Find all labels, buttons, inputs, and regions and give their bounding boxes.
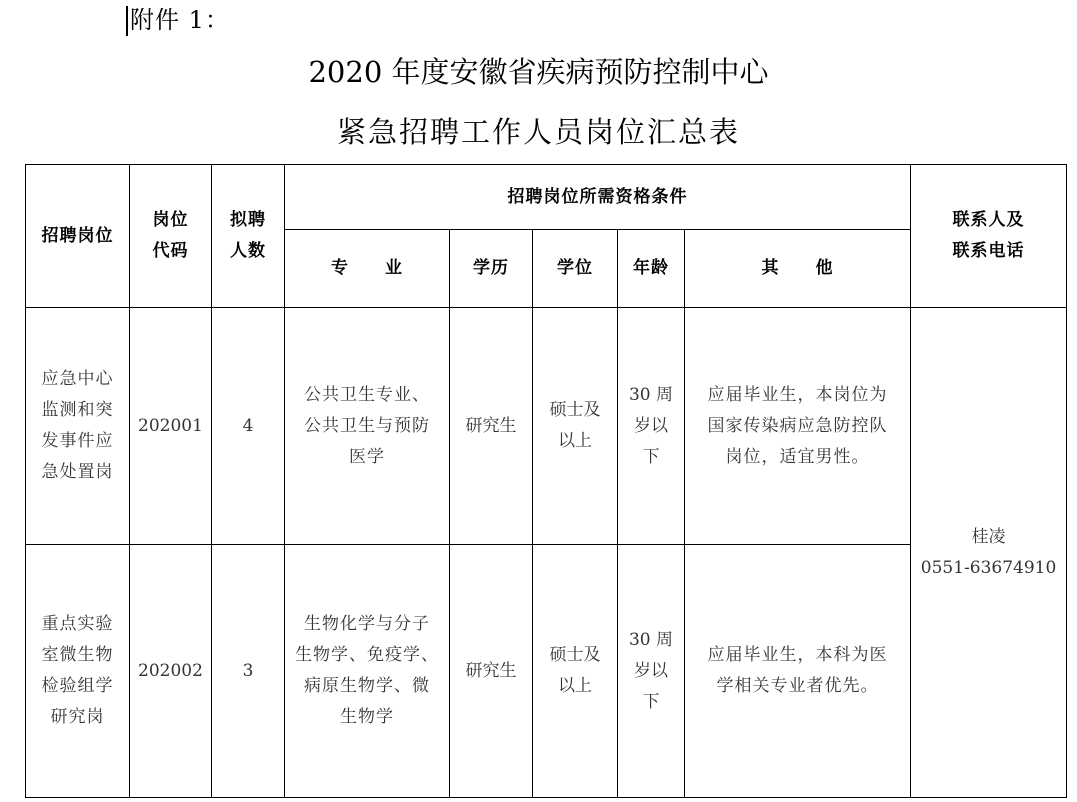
cell-other: 应届毕业生，本岗位为 国家传染病应急防控队 岗位，适宜男性。: [685, 308, 911, 545]
cell-degree: 硕士及 以上: [533, 308, 618, 545]
cell-code: 202001: [130, 308, 212, 545]
cell-other: 应届毕业生，本科为医 学相关专业者优先。: [685, 545, 911, 798]
cell-major: 公共卫生专业、 公共卫生与预防 医学: [285, 308, 450, 545]
header-row-1: [26, 165, 1067, 230]
header-degree: 学位: [533, 230, 618, 308]
cell-major: 生物化学与分子 生物学、免疫学、 病原生物学、微 生物学: [285, 545, 450, 798]
header-contact: 联系人及 联系电话: [911, 165, 1067, 308]
header-position: 招聘岗位: [26, 165, 130, 308]
cell-education: 研究生: [450, 545, 533, 798]
cell-code: 202002: [130, 545, 212, 798]
header-age: 年龄: [618, 230, 685, 308]
cell-count: 3: [212, 545, 285, 798]
header-requirements-group: 招聘岗位所需资格条件: [285, 165, 911, 230]
document-title-line-1: 2020 年度安徽省疾病预防控制中心: [308, 55, 769, 89]
header-other: 其 他: [685, 230, 911, 308]
header-major: 专 业: [285, 230, 450, 308]
attachment-label: 附件 1：: [130, 6, 230, 34]
cell-position: 重点实验 室微生物 检验组学 研究岗: [26, 545, 130, 798]
cell-contact: [911, 308, 1067, 798]
cell-count: 4: [212, 308, 285, 545]
text-cursor: [126, 6, 128, 36]
header-code: 岗位 代码: [130, 165, 212, 308]
cell-education: 研究生: [450, 308, 533, 545]
cell-degree: 硕士及 以上: [533, 545, 618, 798]
header-count: 拟聘 人数: [212, 165, 285, 308]
cell-age: 30 周 岁以 下: [618, 308, 685, 545]
contact-name: 桂凌: [971, 526, 1006, 547]
table-row: [26, 545, 1067, 798]
header-education: 学历: [450, 230, 533, 308]
table-row: [26, 308, 1067, 545]
cell-position: 应急中心 监测和突 发事件应 急处置岗: [26, 308, 130, 545]
recruitment-positions-table: [25, 164, 1067, 798]
document-title-line-2: 紧急招聘工作人员岗位汇总表: [336, 115, 740, 149]
contact-phone: 0551-63674910: [920, 557, 1057, 578]
cell-age: 30 周 岁以 下: [618, 545, 685, 798]
